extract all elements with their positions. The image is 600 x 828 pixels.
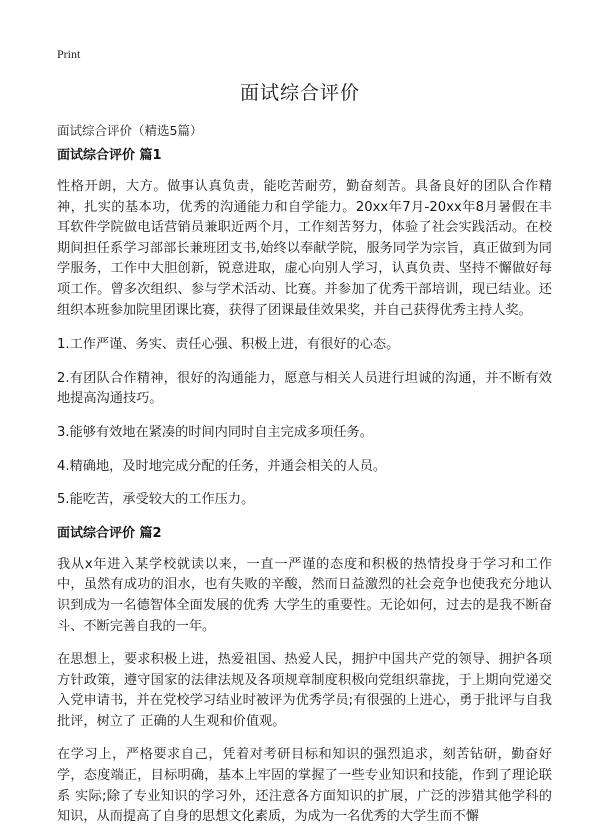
list-item: 2.有团队合作精神，很好的沟通能力，愿意与相关人员进行坦诚的沟通，并不断有效地提高沟通技巧。: [57, 370, 552, 407]
section-2: [57, 524, 552, 828]
section-heading: 面试综合评价 篇2: [57, 525, 162, 541]
paragraph: 我从x年进入某学校就读以来，一直一严谨的态度和积极的热情投身于学习和工作中，虽然有成功的泪水，也有失败的辛酸，然而日益激烈的社会竞争也使我充分地认识到成为一名德智体全面发展的优秀 大学生的重要性。无论如何，过去的是我不断奋斗、不断完善自我的一年。: [57, 556, 552, 634]
section-1: [57, 146, 552, 511]
document-subtitle: 面试综合评价（精选5篇）: [57, 123, 203, 138]
list-item: 5.能吃苦，承受较大的工作压力。: [57, 492, 255, 508]
document-body: [57, 146, 552, 828]
section-heading: 面试综合评价 篇1: [57, 148, 162, 163]
page-title: 面试综合评价: [239, 82, 360, 104]
print-link[interactable]: Print: [57, 47, 81, 61]
paragraph: 在思想上，要求积极上进，热爱祖国、热爱人民，拥护中国共产党的领导、拥护各项方针政策，遵守国家的法律法规及各项规章制度积极向党组织靠拢，于上期向党递交入党申请书，并在党校学习结业时被评为优秀学员;有很强的上进心，勇于批评与自我批评，树立了 正确的人生观和价值观。: [57, 652, 552, 729]
list-item: 4.精确地，及时地完成分配的任务，并通会相关的人员。: [57, 458, 387, 474]
paragraph: 在学习上，严格要求自己，凭着对考研目标和知识的强烈追求，刻苦钻研，勤奋好学，态度端正，目标明确，基本上牢固的掌握了一些专业知识和技能，作到了理论联系 实际;除了专业知识的学习外，还注意各方面知识的扩展，广泛的涉猎其他学科的 知识，从而提高了自身的思想文化素质，为成为一名优秀的大学生而不懈: [57, 747, 552, 825]
list-item: 3.能够有效地在紧凑的时间内同时自主完成多项任务。: [57, 424, 373, 440]
paragraph: 性格开朗，大方。做事认真负责，能吃苦耐劳，勤奋刻苦。具备良好的团队合作精神，扎实的基本功，优秀的沟通能力和自学能力。20xx年7月-20xx年8月暑假在丰耳软件学院做电话营销员兼职近两个月，工作刻苦努力，体验了社会实践活动。在校期间担任系学习部部长兼班团支书,始终以奉献学院，服务同学为宗旨，真正做到为同学服务，工作中大胆创新，锐意进取，虚心向别人学习，认真负责、坚持不懈做好每项工作。曾多次组织、参与学术活动、比赛。并参加了优秀干部培训，现已结业。还组织本班参加院里团课比赛，获得了团课最佳效果奖，并自己获得优秀主持人奖。: [57, 179, 552, 318]
list-item: 1.工作严谨、务实、责任心强、积极上进，有很好的心态。: [57, 337, 400, 353]
